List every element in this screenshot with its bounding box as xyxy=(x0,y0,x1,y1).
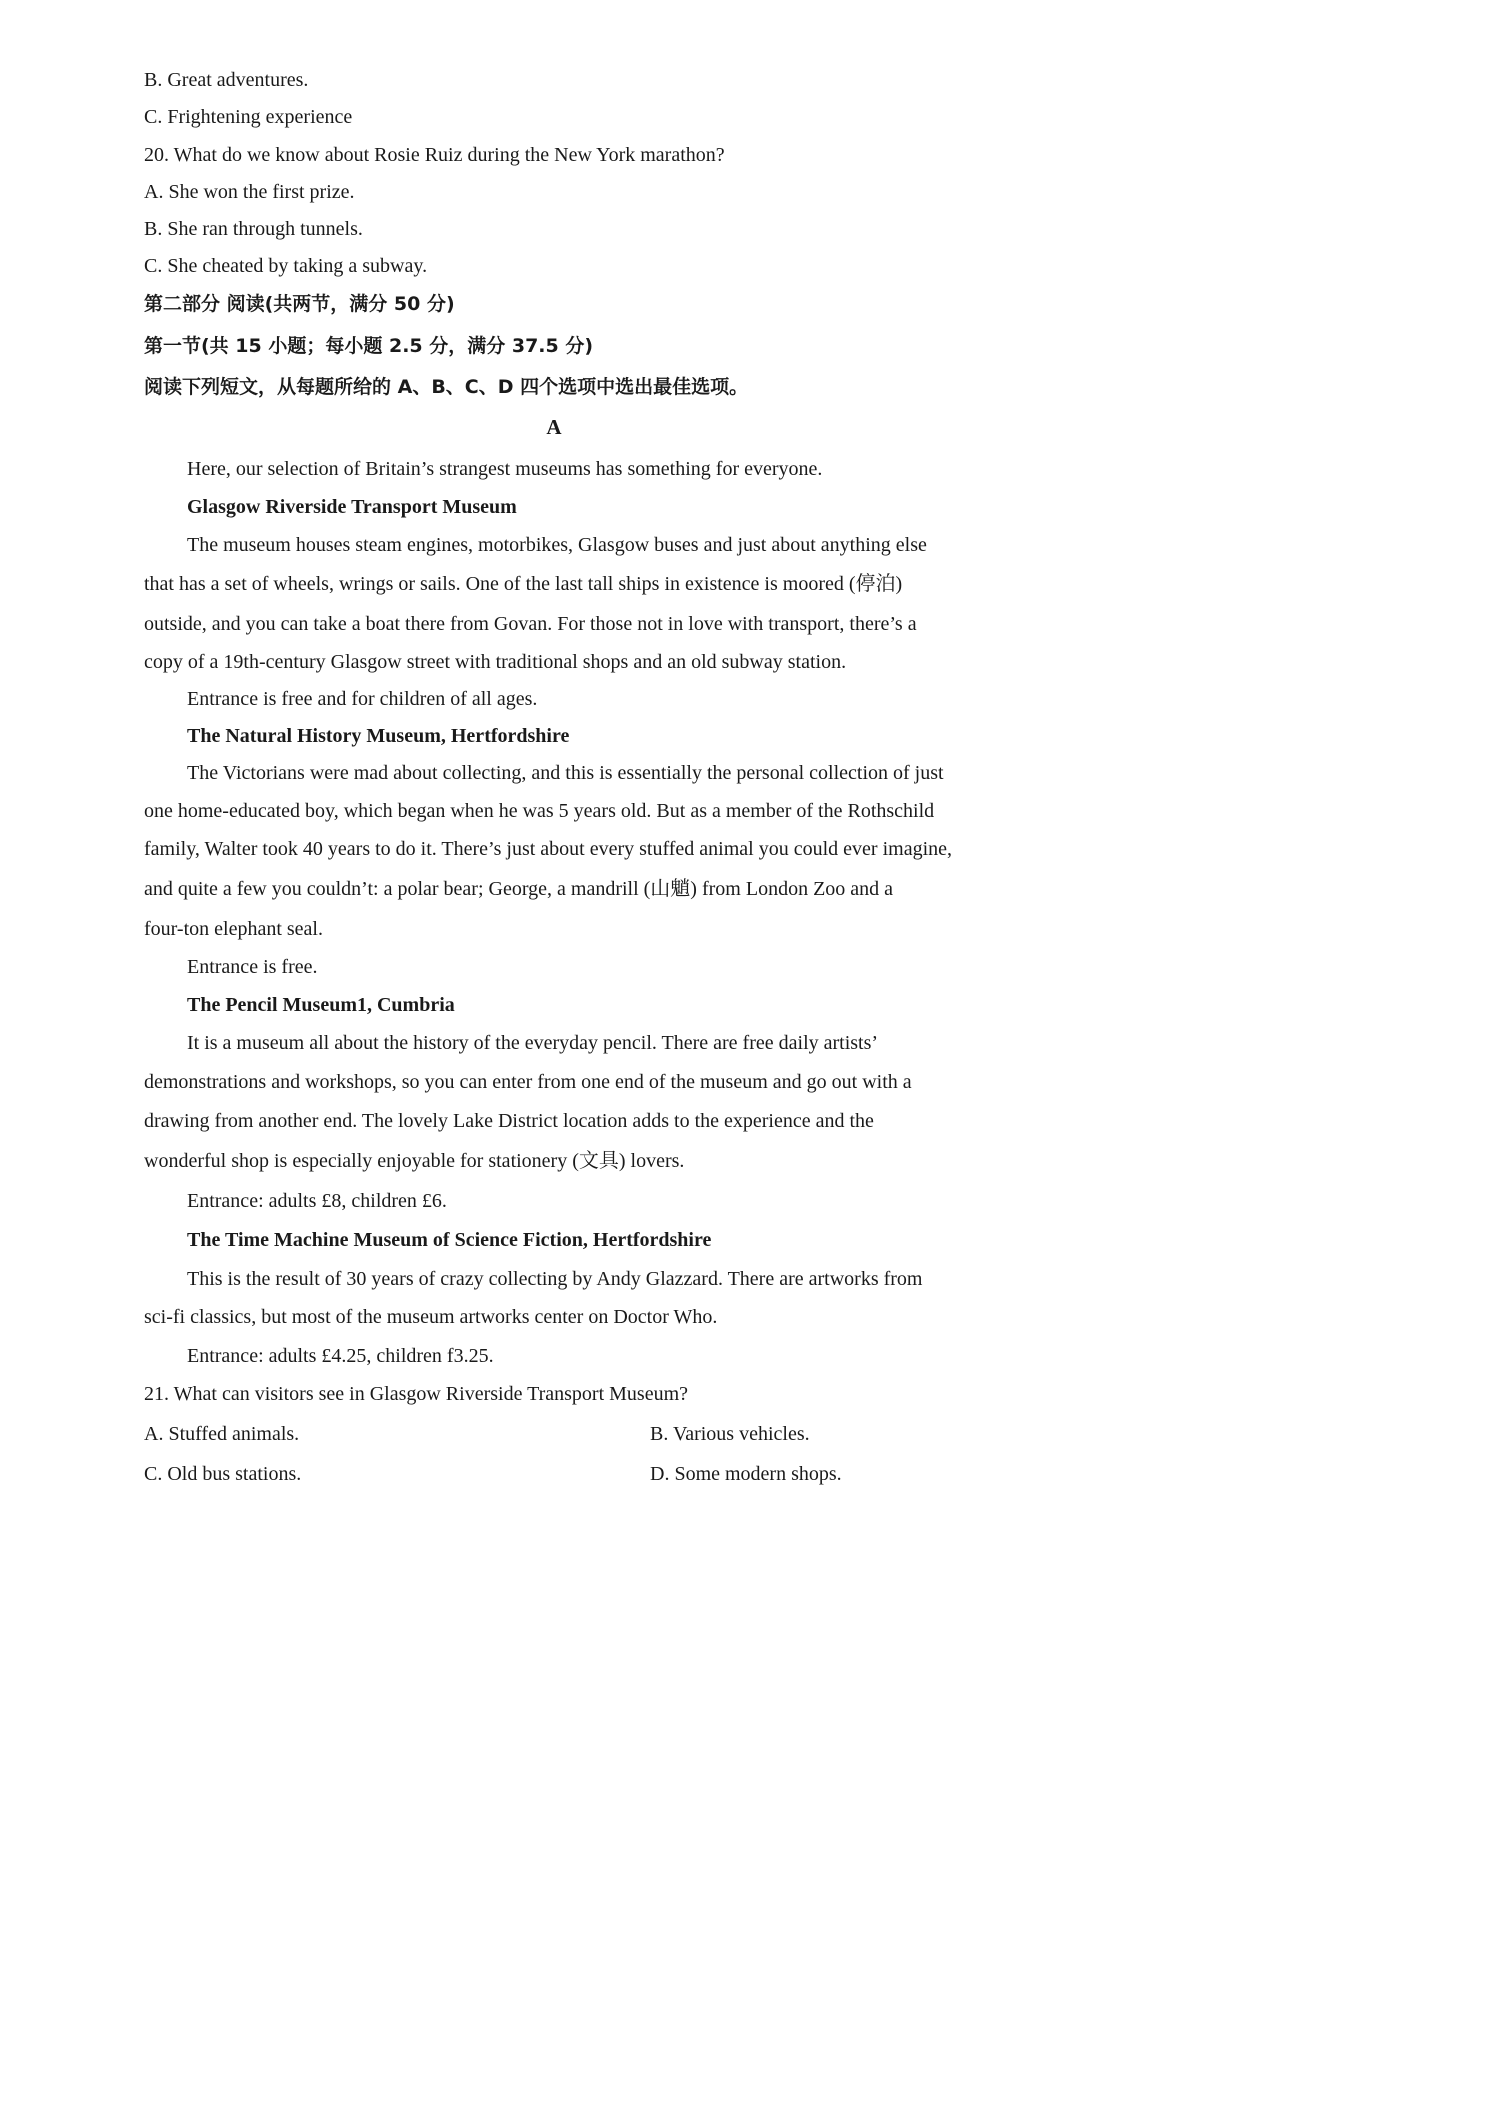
museum-text-line: demonstrations and workshops, so you can enter from one end of the museum and go out with a xyxy=(144,1071,912,1093)
museum-text-line: The Victorians were mad about collecting, and this is essentially the personal collection of just xyxy=(187,762,944,784)
museum-text-line: family, Walter took 40 years to do it. There’s just about every stuffed animal you could ever imagine, xyxy=(144,838,952,860)
question-21-option-d: D. Some modern shops. xyxy=(650,1463,842,1485)
museum-text-line: sci-fi classics, but most of the museum artworks center on Doctor Who. xyxy=(144,1306,718,1328)
museum-text-line: drawing from another end. The lovely Lake District location adds to the experience and the xyxy=(144,1110,874,1132)
question-20-option-b: B. She ran through tunnels. xyxy=(144,218,363,240)
museum-text-line: and quite a few you couldn’t: a polar bear; George, a mandrill (山魈) from London Zoo and a xyxy=(144,878,894,900)
question-21-option-a: A. Stuffed animals. xyxy=(144,1423,300,1445)
option-c: C. Frightening experience xyxy=(144,106,353,128)
museum-text-line: wonderful shop is especially enjoyable for stationery (文具) lovers. xyxy=(144,1150,685,1172)
question-20-option-c: C. She cheated by taking a subway. xyxy=(144,255,428,277)
museum-text-line: one home-educated boy, which began when he was 5 years old. But as a member of the Rothschild xyxy=(144,800,935,822)
question-21-option-c: C. Old bus stations. xyxy=(144,1463,302,1485)
passage-intro: Here, our selection of Britain’s strangest museums has something for everyone. xyxy=(187,458,823,480)
museum-title: The Natural History Museum, Hertfordshire xyxy=(187,725,570,747)
question-21-stem: 21. What can visitors see in Glasgow Riverside Transport Museum? xyxy=(144,1383,689,1405)
museum-text-line: It is a museum all about the history of the everyday pencil. There are free daily artists’ xyxy=(187,1032,879,1054)
museum-text-line: copy of a 19th-century Glasgow street with traditional shops and an old subway station. xyxy=(144,651,847,673)
museum-entrance: Entrance is free. xyxy=(187,956,318,978)
section1-heading: 第一节(共 15 小题；每小题 2.5 分，满分 37.5 分) xyxy=(144,335,594,357)
question-21-option-b: B. Various vehicles. xyxy=(650,1423,810,1445)
museum-text-line: This is the result of 30 years of crazy collecting by Andy Glazzard. There are artworks from xyxy=(187,1268,923,1290)
museum-entrance: Entrance: adults £8, children £6. xyxy=(187,1190,447,1212)
question-20-option-a: A. She won the first prize. xyxy=(144,181,355,203)
passage-label: A xyxy=(546,415,562,439)
museum-title: The Time Machine Museum of Science Fiction, Hertfordshire xyxy=(187,1229,712,1251)
museum-text-line: that has a set of wheels, wrings or sails. One of the last tall ships in existence is moored (停泊) xyxy=(144,573,903,595)
option-b: B. Great adventures. xyxy=(144,69,309,91)
museum-text-line: outside, and you can take a boat there from Govan. For those not in love with transport, there’s a xyxy=(144,613,917,635)
question-20-stem: 20. What do we know about Rosie Ruiz during the New York marathon? xyxy=(144,144,725,166)
museum-text-line: The museum houses steam engines, motorbikes, Glasgow buses and just about anything else xyxy=(187,534,927,556)
museum-text-line: four-ton elephant seal. xyxy=(144,918,323,940)
museum-title: Glasgow Riverside Transport Museum xyxy=(187,496,517,518)
section1-instruction: 阅读下列短文，从每题所给的 A、B、C、D 四个选项中选出最佳选项。 xyxy=(144,376,749,398)
museum-entrance: Entrance: adults £4.25, children f3.25. xyxy=(187,1345,494,1367)
museum-title: The Pencil Museum1, Cumbria xyxy=(187,994,455,1016)
museum-entrance: Entrance is free and for children of all ages. xyxy=(187,688,538,710)
part2-heading: 第二部分 阅读(共两节，满分 50 分) xyxy=(144,293,455,315)
